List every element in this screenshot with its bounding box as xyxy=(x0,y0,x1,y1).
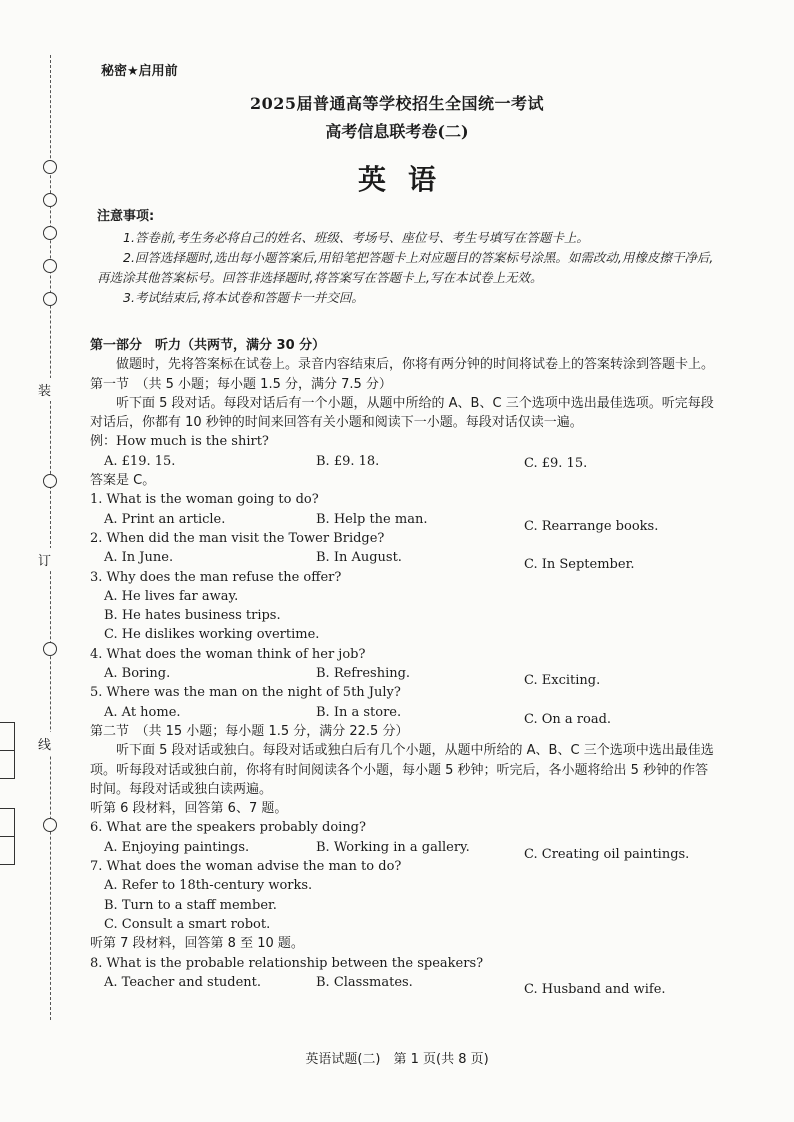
question-8: 8. What is the probable relationship between the speakers? xyxy=(90,955,484,971)
option-b: B. Working in a gallery. xyxy=(316,839,470,855)
example-options xyxy=(90,452,718,471)
option-c: C. In September. xyxy=(524,557,635,573)
binding-hole-icon xyxy=(43,259,57,273)
option-a: A. He lives far away. xyxy=(104,588,239,604)
margin-char-xian: 线 xyxy=(38,732,51,755)
exam-number-box xyxy=(0,808,15,865)
option-c: C. Rearrange books. xyxy=(524,518,659,534)
note-item: 3.考试结束后,将本试卷和答题卡一并交回。 xyxy=(123,290,364,305)
option-a: A. Enjoying paintings. xyxy=(104,839,250,855)
option-b: B. £9. 18. xyxy=(316,453,380,469)
option-a: A. £19. 15. xyxy=(104,453,176,469)
binding-hole-icon xyxy=(43,818,57,832)
question-5: 5. Where was the man on the night of 5th July? xyxy=(90,685,401,701)
question-6-options xyxy=(90,838,718,862)
page-footer: 英语试题(二) 第 1 页(共 8 页) xyxy=(305,1052,489,1067)
material-7-instruction: 听第 7 段材料，回答第 8 至 10 题。 xyxy=(90,936,304,952)
exam-subtitle: 高考信息联考卷(二) xyxy=(325,122,469,141)
option-a: A. Boring. xyxy=(104,666,171,682)
option-b: B. He hates business trips. xyxy=(104,608,281,624)
question-7: 7. What does the woman advise the man to do? xyxy=(90,859,402,875)
question-4: 4. What does the woman think of her job? xyxy=(90,646,366,662)
question-6: 6. What are the speakers probably doing? xyxy=(90,820,366,836)
option-a: A. In June. xyxy=(104,550,174,566)
section2-heading: 第二节 （共 15 小题；每小题 1.5 分，满分 22.5 分） xyxy=(90,723,409,739)
section2-intro: 听下面 5 段对话或独白。每段对话或独白后有几个小题，从题中所给的 A、B、C 三个选项中选出最佳选项。听每段对话或独白前，你将有时间阅读各个小题，每小题 5 秒钟；听完后，各小题将给出 5 秒钟的作答时间。每段对话或独白读两遍。 xyxy=(90,743,714,797)
example-answer: 答案是 C。 xyxy=(90,473,156,489)
option-b: B. Classmates. xyxy=(316,974,413,990)
binding-hole-icon xyxy=(43,642,57,656)
question-1-options xyxy=(90,510,718,534)
confidential-label: 秘密★启用前 xyxy=(101,64,178,79)
question-2: 2. When did the man visit the Tower Bridge? xyxy=(90,530,385,546)
binding-hole-icon xyxy=(43,226,57,240)
question-5-options xyxy=(90,703,718,727)
option-b: B. In August. xyxy=(316,550,402,566)
question-1: 1. What is the woman going to do? xyxy=(90,492,319,508)
notes-block xyxy=(97,228,717,308)
option-c: C. He dislikes working overtime. xyxy=(104,627,320,643)
question-4-options xyxy=(90,664,718,689)
question-2-options xyxy=(90,548,718,573)
example-question: 例：How much is the shirt? xyxy=(90,434,269,450)
option-a: A. Print an article. xyxy=(104,511,226,527)
option-b: B. In a store. xyxy=(316,704,402,720)
option-b: B. Help the man. xyxy=(316,511,428,527)
option-c: C. Creating oil paintings. xyxy=(524,846,690,862)
option-c: C. On a road. xyxy=(524,711,612,727)
option-b: B. Turn to a staff member. xyxy=(104,897,277,913)
question-8-options xyxy=(90,973,718,997)
option-c: C. Consult a smart robot. xyxy=(104,916,271,932)
margin-char-ding: 订 xyxy=(38,548,51,571)
subject-title: 英语 xyxy=(357,163,458,196)
part1-heading: 第一部分 听力（共两节，满分 30 分） xyxy=(90,338,326,353)
section1-heading: 第一节 （共 5 小题；每小题 1.5 分，满分 7.5 分） xyxy=(90,376,392,392)
option-a: A. Teacher and student. xyxy=(104,974,262,990)
notes-heading: 注意事项: xyxy=(97,209,155,224)
section1-intro: 听下面 5 段对话。每段对话后有一个小题，从题中所给的 A、B、C 三个选项中选出最佳选项。听完每段对话后，你都有 10 秒钟的时间来回答有关小题和阅读下一小题。每段对话仅读一遍。 xyxy=(90,395,714,431)
seat-number-box xyxy=(0,722,15,779)
option-c: C. Exciting. xyxy=(524,673,601,689)
binding-hole-icon xyxy=(43,292,57,306)
option-b: B. Refreshing. xyxy=(316,666,411,682)
material-6-instruction: 听第 6 段材料，回答第 6、7 题。 xyxy=(90,801,288,817)
note-item: 2.回答选择题时,选出每小题答案后,用铅笔把答题卡上对应题目的答案标号涂黑。如需改动,用橡皮擦干净后,再选涂其他答案标号。回答非选择题时,将答案写在答题卡上,写在本试卷上无效。 xyxy=(97,250,714,285)
option-c: C. Husband and wife. xyxy=(524,981,666,997)
part1-intro: 做题时，先将答案标在试卷上。录音内容结束后，你将有两分钟的时间将试卷上的答案转涂到答题卡上。 xyxy=(116,357,715,373)
listening-section xyxy=(90,336,718,997)
option-a: A. At home. xyxy=(104,704,181,720)
binding-hole-icon xyxy=(43,474,57,488)
exam-title: 2025届普通高等学校招生全国统一考试 xyxy=(249,94,545,113)
question-3: 3. Why does the man refuse the offer? xyxy=(90,569,342,585)
note-item: 1.答卷前,考生务必将自己的姓名、班级、考场号、座位号、考生号填写在答题卡上。 xyxy=(123,230,589,245)
margin-char-zhuang: 装 xyxy=(38,378,51,401)
option-a: A. Refer to 18th-century works. xyxy=(104,878,313,894)
option-c: C. £9. 15. xyxy=(524,455,588,471)
